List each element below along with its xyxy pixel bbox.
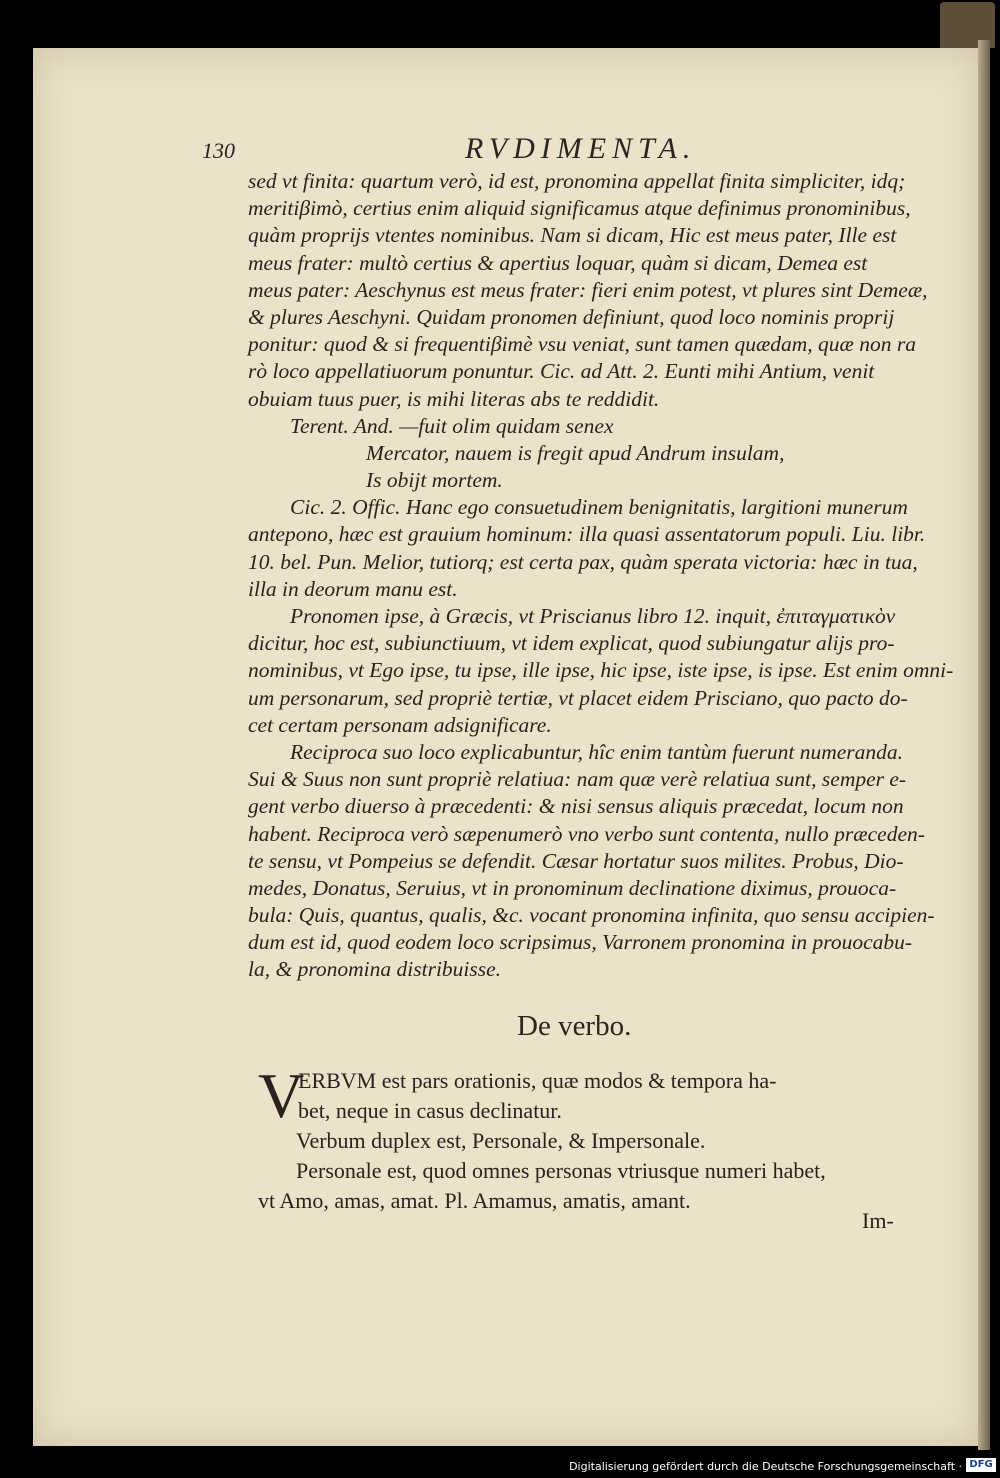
text-line: habent. Reciproca verò sæpenumerò vno verbo sunt contenta, nullo præceden- — [248, 821, 925, 846]
text-line: Verbum duplex est, Personale, & Impersonale. — [296, 1128, 706, 1153]
text-line: illa in deorum manu est. — [248, 576, 458, 601]
text-line: cet certam personam adsignificare. — [248, 712, 552, 737]
text-line: gent verbo diuerso à præcedenti: & nisi sensus aliquis præcedat, locum non — [248, 794, 904, 819]
text-line: medes, Donatus, Seruius, vt in pronominum declinatione diximus, prouoca- — [248, 875, 897, 900]
quote-attribution: Terent. And. —fuit olim quidam senex — [290, 413, 614, 438]
text-line: um personarum, sed propriè tertiæ, vt placet eidem Prisciano, quo pacto do- — [248, 685, 908, 710]
verse-line: Is obijt mortem. — [366, 468, 503, 493]
text-line: obuiam tuus puer, is mihi literas abs te reddidit. — [248, 386, 660, 411]
dfg-logo: DFG — [966, 1458, 996, 1472]
page-number: 130 — [202, 138, 235, 163]
text-line: Sui & Suus non sunt propriè relatiua: nam quæ verè relatiua sunt, semper e- — [248, 767, 907, 792]
text-line: sed vt finita: quartum verò, id est, pronomina appellat finita simpliciter, idq; — [248, 169, 906, 193]
text-line: rò loco appellatiuorum ponuntur. Cic. ad Att. 2. Eunti mihi Antium, venit — [248, 359, 875, 384]
text-line: meus pater: Aeschynus est meus frater: fieri enim potest, vt plures sint Demeæ, — [248, 277, 928, 302]
verse-line: Mercator, nauem is fregit apud Andrum insulam, — [366, 440, 785, 465]
text-line: meritiβimò, certius enim aliquid significamus atque definimus pronominibus, — [248, 196, 911, 221]
text-line: bula: Quis, quantus, qualis, &c. vocant pronomina infinita, quo sensu accipien- — [248, 903, 935, 928]
text-line: ponitur: quod & si frequentiβimè vsu veniat, sunt tamen quædam, quæ non ra — [248, 332, 917, 357]
text-line: ERBVM est pars orationis, quæ modos & tempora ha- — [298, 1068, 777, 1093]
text-line: Reciproca suo loco explicabuntur, hîc enim tantùm fuerunt numeranda. — [290, 739, 904, 764]
catchword: Im- — [862, 1208, 894, 1233]
text-line: Cic. 2. Offic. Hanc ego consuetudinem benignitatis, largitioni munerum — [290, 495, 908, 520]
text-line: dicitur, hoc est, subiunctiuum, vt idem explicat, quod subiungatur alijs pro- — [248, 631, 895, 656]
running-head: RVDIMENTA. — [465, 132, 697, 165]
text-line: 10. bel. Pun. Melior, tutiorq; est certa pax, quàm sperata victoria: hæc in tua, — [248, 549, 918, 574]
footer-credit: Digitalisierung gefördert durch die Deutsche Forschungsgemeinschaft · — [569, 1460, 962, 1473]
text-line: Pronomen ipse, à Græcis, vt Priscianus libro 12. inquit, ἐπιταγματικὸν — [290, 604, 896, 628]
text-line: nominibus, vt Ego ipse, tu ipse, ille ipse, hic ipse, iste ipse, is ipse. Est enim omni- — [248, 658, 954, 683]
italic-text-block — [248, 168, 954, 984]
text-line: antepono, hæc est grauium hominum: illa quasi assentatorum populi. Liu. libr. — [248, 522, 926, 547]
footer-bar — [0, 1452, 1000, 1478]
text-line: vt Amo, amas, amat. Pl. Amamus, amatis, amant. — [258, 1188, 691, 1213]
text-line: te sensu, vt Pompeius se defendit. Cæsar hortatur suos milites. Probus, Dio- — [248, 848, 904, 873]
text-line: bet, neque in casus declinatur. — [298, 1098, 562, 1123]
drop-cap: V — [258, 1060, 305, 1131]
text-line: dum est id, quod eodem loco scripsimus, Varronem pronomina in prouocabu- — [248, 930, 913, 955]
text-line: & plures Aeschyni. Quidam pronomen definiunt, quod loco nominis proprij — [248, 304, 895, 329]
text-line: meus frater: multò certius & apertius loquar, quàm si dicam, Demea est — [248, 250, 868, 275]
text-line: la, & pronomina distribuisse. — [248, 957, 502, 982]
text-line: quàm proprijs vtentes nominibus. Nam si dicam, Hic est meus pater, Ille est — [248, 223, 897, 248]
verb-text-block — [258, 1060, 918, 1216]
text-line: Personale est, quod omnes personas vtriusque numeri habet, — [296, 1158, 826, 1183]
section-title: De verbo. — [517, 1010, 632, 1042]
page-edge — [978, 40, 990, 1450]
